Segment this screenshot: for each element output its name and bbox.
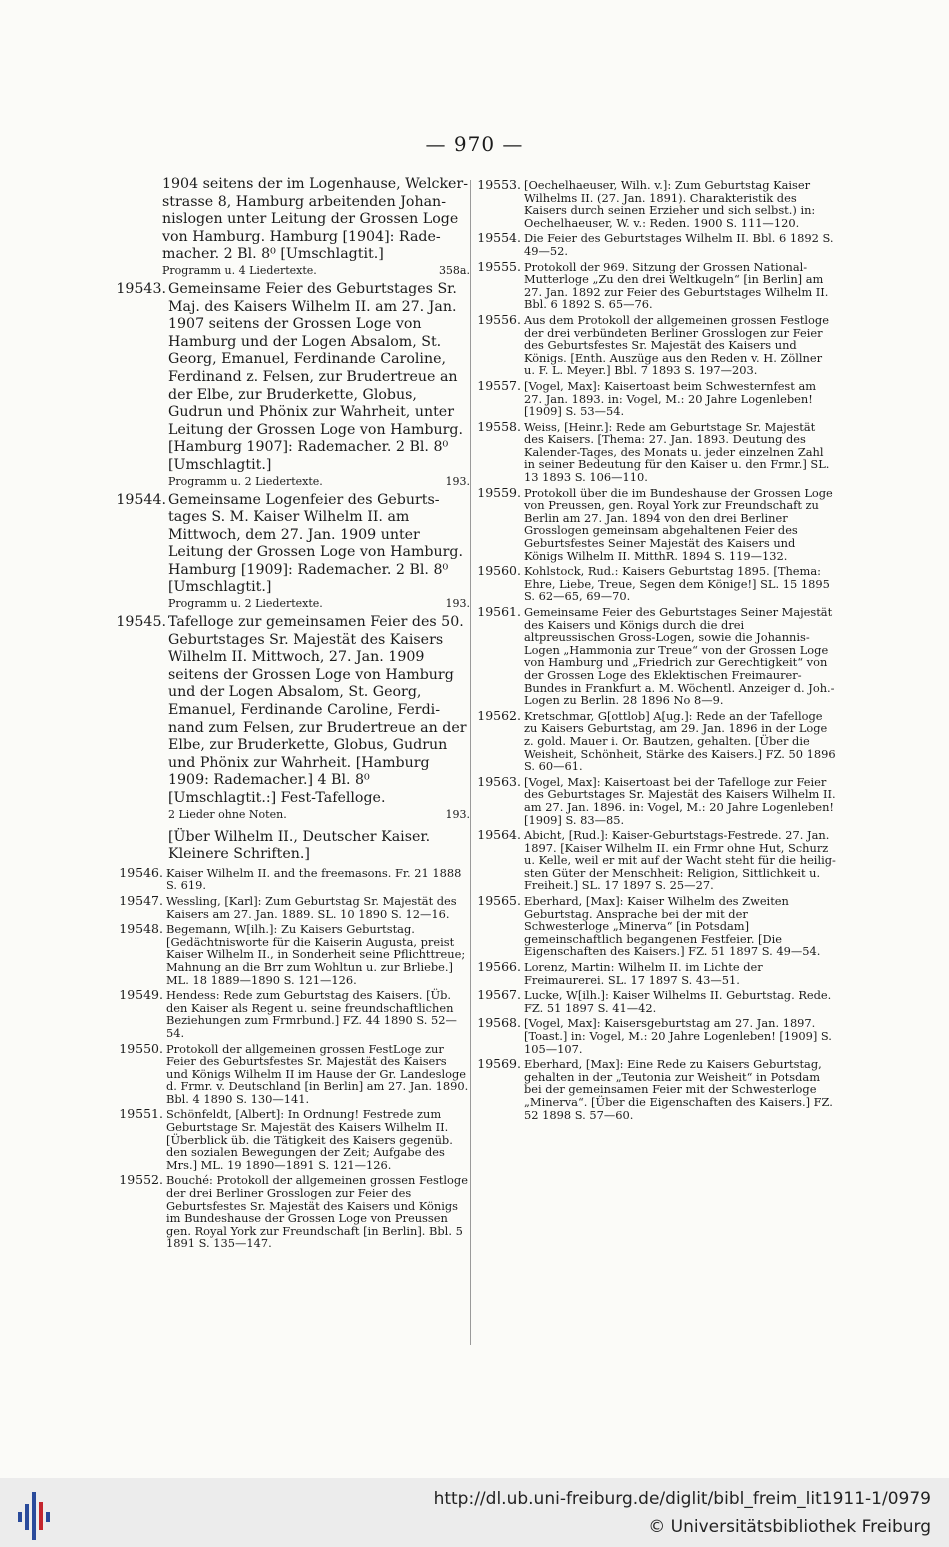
entry-text: Hendess: Rede zum Geburtstag des Kaisers. [Üb. den Kaiser als Regent u. seine freundschaftlichen Beziehungen zum Frmrbund.] FZ. 44 1890 S. 52—54. xyxy=(166,988,457,1040)
entry-number: 19554. xyxy=(477,230,521,246)
entry-19565 xyxy=(472,895,836,958)
entry-number: 19569. xyxy=(477,1056,521,1072)
entry-number: 19551. xyxy=(119,1106,163,1122)
entry-number: 19560. xyxy=(477,563,521,579)
entry-text: Kohlstock, Rud.: Kaisers Geburtstag 1895. [Thema: Ehre, Liebe, Treue, Segen dem Könige!] SL. 15 1895 S. 62—65, 69—70. xyxy=(524,564,830,604)
entry-19569 xyxy=(472,1058,836,1121)
entry-number: 19550. xyxy=(119,1040,163,1056)
entry-19568 xyxy=(472,1017,836,1055)
entry-number: 19561. xyxy=(477,604,521,619)
entry-text: Begemann, W[ilh.]: Zu Kaisers Geburtstag. [Gedächtnisworte für die Kaiserin Augusta, preist Kaiser Wilhelm II., in Sonderheit seine Pflichttreue; Mahnung an die Brr zum Wohltun u. zur Brliebe.] ML. 18 1889—1890 S. 121—126. xyxy=(166,922,466,987)
entry-number: 19557. xyxy=(477,377,521,393)
entry-text: Protokoll über die im Bundeshause der Grossen Loge von Preussen, gen. Royal York zur Freundschaft zu Berlin am 27. Jan. 1894 von den drei Berliner Grosslogen gemeinsam abgehaltenen Feier des Geburtsfestes Seiner Majestät des Kaisers und Königs Wilhelm II. MitthR. 1894 S. 119—132. xyxy=(524,485,833,563)
page-number: — 970 — xyxy=(425,132,524,156)
entry-text: Bouché: Protokoll der allgemeinen grossen Festloge der drei Berliner Grosslogen zur Feier des Geburtsfestes Sr. Majestät des Kaisers und Königs im Bundeshause der Grossen Loge von Preussen gen. Royal York zur Freundschaft [in Berlin]. Bbl. 5 1891 S. 135—147. xyxy=(166,1173,468,1251)
entry-19545 xyxy=(108,614,470,821)
entry-number xyxy=(108,176,162,277)
entry-text: Protokoll der 969. Sitzung der Grossen National-Mutterloge „Zu den drei Weltkugeln“ [in Berlin] am 27. Jan. 1892 zur Feier des Geburtstages Wilhelm II. Bbl. 6 1892 S. 65—76. xyxy=(524,259,829,312)
entry-19562 xyxy=(472,707,836,774)
entry-19549 xyxy=(108,989,470,1039)
entry-text: Kaiser Wilhelm II. and the freemasons. Fr. 21 1888 S. 619. xyxy=(166,865,462,893)
entry-number: 19552. xyxy=(119,1172,163,1188)
entry-text: Aus dem Protokoll der allgemeinen grossen Festloge der drei verbündeten Berliner Grosslogen zur Feier des Geburtsfestes Sr. Majestät des Kaisers und Königs. [Enth. Auszüge aus den Reden v. H. Zöllner u. F. L. Meyer.] Bbl. 7 1893 S. 197—203. xyxy=(524,312,829,378)
entry-number: 19567. xyxy=(477,987,521,1003)
entry-19564 xyxy=(472,829,836,892)
entry-19554 xyxy=(472,232,836,257)
right-column xyxy=(472,176,836,1121)
entry-ref: 193. xyxy=(445,807,470,821)
entry-19552 xyxy=(108,1174,470,1250)
entry-text: Die Feier des Geburtstages Wilhelm II. Bbl. 6 1892 S. 49—52. xyxy=(524,231,834,258)
entry-19551 xyxy=(108,1108,470,1171)
entry-note: Programm u. 2 Liedertexte. xyxy=(168,474,323,488)
permalink[interactable]: http://dl.ub.uni-freiburg.de/diglit/bibl_freim_lit1911-1/0979 xyxy=(433,1489,931,1509)
entry-number: 19547. xyxy=(119,892,163,908)
entry-19563 xyxy=(472,773,836,827)
entry-19546 xyxy=(108,864,470,893)
footer-bar xyxy=(0,1478,949,1547)
entry-text: Abicht, [Rud.]: Kaiser-Geburtstags-Festrede. 27. Jan. 1897. [Kaiser Wilhelm II. ein Frmr ohne Hut, Schurz u. Kelle, weil er mit auf der Wacht steht für die heiligsten Güter der Menschheit: Religion, Sittlichkeit u. Freiheit.] SL. 17 1897 S. 25—27. xyxy=(524,828,836,893)
entry-19560 xyxy=(472,565,836,603)
entry-number: 19544. xyxy=(116,491,166,508)
entry-note: 2 Lieder ohne Noten. xyxy=(168,807,287,821)
entry-text: Lorenz, Martin: Wilhelm II. im Lichte der Freimaurerei. SL. 17 1897 S. 43—51. xyxy=(524,960,763,987)
entry-19566 xyxy=(472,961,836,986)
entry-ref: 193. xyxy=(445,597,470,611)
entry-note: Programm u. 4 Liedertexte. xyxy=(162,263,317,277)
entry-19553 xyxy=(472,179,836,229)
entry-number: 19549. xyxy=(119,987,163,1003)
entry-text: Eberhard, [Max]: Kaiser Wilhelm des Zweiten Geburtstag. Ansprache bei der mit der Schwesterloge „Minerva“ [in Potsdam] gemeinschaftlich begangenen Festfeier. [Die Eigenschaften des Kaisers.] FZ. 51 1897 S. 49—54. xyxy=(524,894,821,959)
column-divider xyxy=(470,180,471,1345)
entry-number: 19562. xyxy=(477,707,521,723)
entry-text: Weiss, [Heinr.]: Rede am Geburtstage Sr. Majestät des Kaisers. [Thema: 27. Jan. 1893. Deutung des Kalender-Tages, des Monats u. jeder einzelnen Zahl in seiner Bedeutung für den Kaiser u. den Frmr.] SL. 13 1893 S. 106—110. xyxy=(524,419,830,485)
entry-19547 xyxy=(108,892,470,921)
entry-text: [Vogel, Max]: Kaisersgeburtstag am 27. Jan. 1897. [Toast.] in: Vogel, M.: 20 Jahre Logenleben! [1909] S. 105—107. xyxy=(524,1016,832,1056)
entry-text: Lucke, W[ilh.]: Kaiser Wilhelms II. Geburtstag. Rede. FZ. 51 1897 S. 41—42. xyxy=(524,988,832,1015)
left-column xyxy=(108,176,470,1250)
entry-19561 xyxy=(472,606,836,707)
entry-number: 19546. xyxy=(119,864,163,880)
entry-text: Tafelloge zur gemeinsamen Feier des 50. Geburtstages Sr. Majestät des Kaisers Wilhelm II. Mittwoch, 27. Jan. 1909 seitens der Grossen Loge von Hamburg und der Logen Absalom, St. Georg, Emanuel, Ferdinande Caroline, Ferdinand zum Felsen, zur Brudertreue an der Elbe, zur Bruderkette, Globus, Gudrun und Phönix zur Wahrheit. [Hamburg 1909: Rademacher.] 4 Bl. 8⁰ [Umschlagtit.:] Fest-Tafelloge. xyxy=(168,614,467,806)
entry-number: 19548. xyxy=(119,921,163,937)
entry-19555 xyxy=(472,258,836,312)
entry-number: 19559. xyxy=(477,484,521,500)
entry-19544 xyxy=(108,492,470,611)
entry-19550 xyxy=(108,1040,470,1106)
entry-note: Programm u. 2 Liedertexte. xyxy=(168,597,323,611)
entry-19558 xyxy=(472,418,836,485)
entry-number: 19565. xyxy=(477,893,521,909)
entry-text: Gemeinsame Feier des Geburtstages Sr. Maj. des Kaisers Wilhelm II. am 27. Jan. 1907 seitens der Grossen Loge von Hamburg und der Logen Absalom, St. Georg, Emanuel, Ferdinande Caroline, Ferdinand z. Felsen, zur Brudertreue an der Elbe, zur Bruderkette, Globus, Gudrun und Phönix zur Wahrheit, unter Leitung der Grossen Loge von Hamburg. [Hamburg 1907]: Rademacher. 2 Bl. 8⁰ [Umschlagtit.] xyxy=(168,280,463,473)
entry-number: 19545. xyxy=(116,614,166,631)
entry-text: Kretschmar, G[ottlob] A[ug.]: Rede an der Tafelloge zu Kaisers Geburtstag, am 29. Jan. 1896 in der Loge z. gold. Mauer i. Or. Bautzen, gehalten. [Über die Weisheit, Schönheit, Stärke des Kaisers.] FZ. 50 1896 S. 60—61. xyxy=(524,708,836,774)
entry-19548 xyxy=(108,923,470,986)
entry-19567 xyxy=(472,989,836,1014)
entry-number: 19566. xyxy=(477,959,521,975)
entry-19556 xyxy=(472,311,836,378)
entry-text: 1904 seitens der im Logenhause, Welckerstrasse 8, Hamburg arbeitenden Johannislogen unter Leitung der Grossen Loge von Hamburg. Hamburg [1904]: Rademacher. 2 Bl. 8⁰ [Umschlagtit.] xyxy=(162,176,469,263)
entry-number: 19543. xyxy=(116,280,166,297)
entry-text: Eberhard, [Max]: Eine Rede zu Kaisers Geburtstag, gehalten in der „Teutonia zur Weisheit“ in Potsdam bei der gemeinsamen Feier mit der Schwesterloge „Minerva“. [Über die Eigenschaften des Kaisers.] FZ. 52 1898 S. 57—60. xyxy=(524,1057,833,1122)
section-heading: [Über Wilhelm II., Deutscher Kaiser. Kleinere Schriften.] xyxy=(168,828,431,863)
copyright-notice: © Universitätsbibliothek Freiburg xyxy=(648,1517,931,1537)
entry-ref: 358a. xyxy=(438,263,470,277)
entry-19559 xyxy=(472,484,836,563)
entry-number: 19564. xyxy=(477,827,521,843)
entry-number: 19553. xyxy=(477,177,521,192)
entry-ref: 193. xyxy=(445,474,470,488)
entry-text: Gemeinsame Logenfeier des Geburtstages S. M. Kaiser Wilhelm II. am Mittwoch, dem 27. Jan. 1909 unter Leitung der Grossen Loge von Hamburg. Hamburg [1909]: Rademacher. 2 Bl. 8⁰ [Umschlagtit.] xyxy=(168,491,463,596)
entry-text: [Vogel, Max]: Kaisertoast bei der Tafelloge zur Feier des Geburtstages Sr. Majestät des Kaisers Wilhelm II. am 27. Jan. 1896. in: Vogel, M.: 20 Jahre Logenleben! [1909] S. 83—85. xyxy=(524,774,836,827)
entry-text: Wessling, [Karl]: Zum Geburtstag Sr. Majestät des Kaisers am 27. Jan. 1889. SL. 10 1890 S. 12—16. xyxy=(166,893,457,921)
entry-number: 19558. xyxy=(477,418,521,434)
entry-text: Gemeinsame Feier des Geburtstages Seiner Majestät des Kaisers und Königs durch die drei altpreussischen Gross-Logen, sowie die Johannis-Logen „Hammonia zur Treue“ von der Grossen Loge von Hamburg und „Friedrich zur Gerechtigkeit“ von der Grossen Loge des Eklektischen FreimaurerBundes in Frankfurt a. M. Wöchentl. Anzeiger d. Joh.-Logen zu Berlin. 28 1896 No 8—9. xyxy=(524,605,835,708)
entry-continuation xyxy=(108,176,470,277)
entry-19557 xyxy=(472,377,836,419)
entry-text: Protokoll der allgemeinen grossen FestLoge zur Feier des Geburtsfestes Sr. Majestät des Kaisers und Königs Wilhelm II im Hause der Gr. Landesloge d. Frmr. v. Deutschland [in Berlin] am 27. Jan. 1890. Bbl. 4 1890 S. 130—141. xyxy=(166,1041,469,1106)
entry-number: 19563. xyxy=(477,773,521,789)
entry-text: [Oechelhaeuser, Wilh. v.]: Zum Geburtstag Kaiser Wilhelms II. (27. Jan. 1891). Charakteristik des Kaisers durch seinen Erzieher und sich selbst.) in: Oechelhaeuser, W. v.: Reden. 1900 S. 111—120. xyxy=(524,178,816,230)
entry-19543 xyxy=(108,281,470,488)
entry-number: 19555. xyxy=(477,258,521,274)
entry-text: Schönfeldt, [Albert]: In Ordnung! Festrede zum Geburtstage Sr. Majestät des Kaisers Wilhelm II. [Überblick üb. die Tätigkeit des Kaisers gegenüb. den sozialen Bewegungen der Zeit; Aufgabe des Mrs.] ML. 19 1890—1891 S. 121—126. xyxy=(166,1107,453,1172)
library-logo-icon xyxy=(18,1492,50,1540)
entry-number: 19568. xyxy=(477,1015,521,1031)
entry-number: 19556. xyxy=(477,311,521,327)
entry-text: [Vogel, Max]: Kaisertoast beim Schwesternfest am 27. Jan. 1893. in: Vogel, M.: 20 Jahre Logenleben! [1909] S. 53—54. xyxy=(524,378,817,419)
